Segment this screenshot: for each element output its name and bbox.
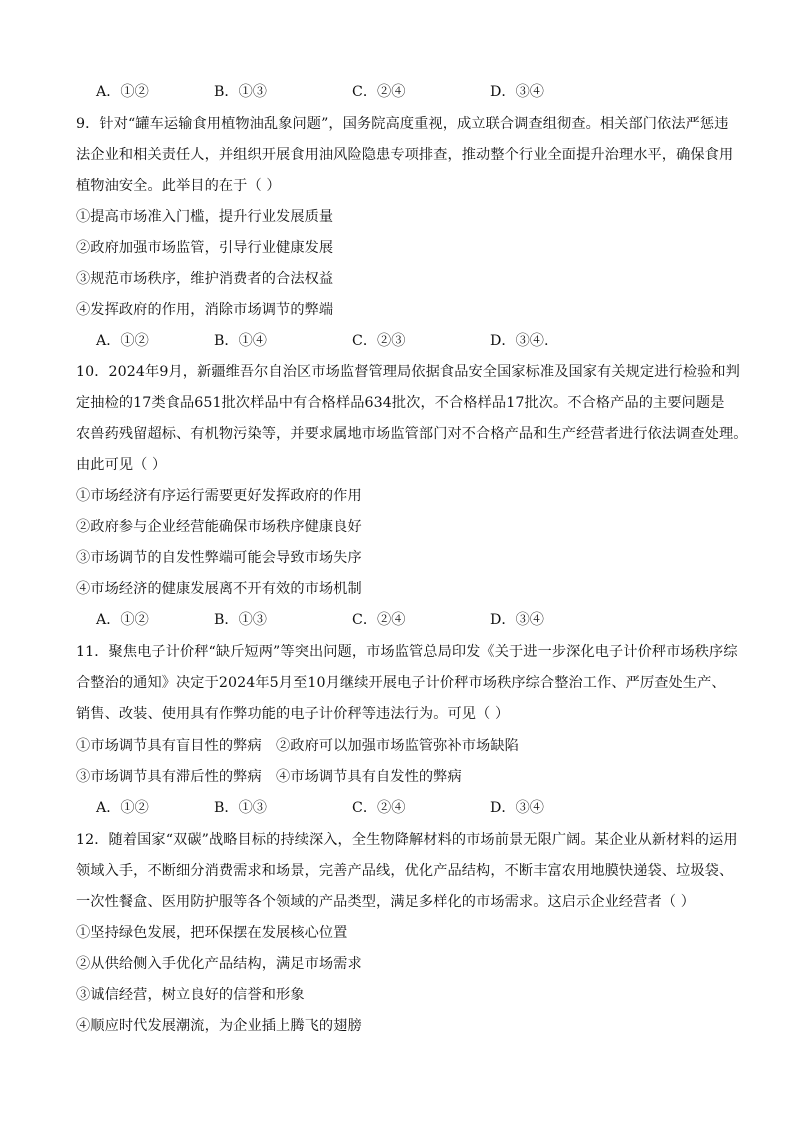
q10-stem-line-1: 10．2024年9月，新疆维吾尔自治区市场监督管理局依据食品安全国家标准及国家有关规定进行检验和判 <box>76 364 740 380</box>
q11-stem-line-3: 销售、改装、使用具有作弊功能的电子计价秤等违法行为。可见（ ） <box>76 706 510 722</box>
q9-option-a[interactable]: A．①② <box>96 333 149 349</box>
q9-option-c[interactable]: C．②③ <box>352 333 406 349</box>
q12-stem-line-3: 一次性餐盒、医用防护服等各个领域的产品类型，满足多样化的市场需求。这启示企业经营者（ ） <box>76 894 695 910</box>
q9-statement-3: ③规范市场秩序，维护消费者的合法权益 <box>76 271 334 287</box>
q9-stem-line-3: 植物油安全。此举目的在于（ ） <box>76 178 281 194</box>
q12-statement-1: ①坚持绿色发展，把环保摆在发展核心位置 <box>76 925 348 941</box>
q10-stem-line-2: 定抽检的17类食品651批次样品中有合格样品634批次，不合格样品17批次。不合格产品的主要问题是 <box>76 395 725 411</box>
q10-statement-1: ①市场经济有序运行需要更好发挥政府的作用 <box>76 488 362 504</box>
q8-option-a[interactable]: A．①② <box>96 84 149 100</box>
q8-option-d[interactable]: D．③④ <box>490 84 544 100</box>
q10-statement-4: ④市场经济的健康发展离不开有效的市场机制 <box>76 581 362 597</box>
q12-statement-2: ②从供给侧入手优化产品结构，满足市场需求 <box>76 956 362 972</box>
q10-option-c[interactable]: C．②④ <box>352 612 406 628</box>
q10-statement-2: ②政府参与企业经营能确保市场秩序健康良好 <box>76 519 362 535</box>
q9-option-b[interactable]: B．①④ <box>214 333 267 349</box>
q11-stem-line-2: 合整治的通知》决定于2024年5月至10月继续开展电子计价秤市场秩序综合整治工作、严厉查处生产、 <box>76 675 726 691</box>
q8-option-b[interactable]: B．①③ <box>214 84 267 100</box>
q11-statement-4: ④市场调节具有自发性的弊病 <box>276 769 462 785</box>
q8-option-c[interactable]: C．②④ <box>352 84 406 100</box>
q11-statement-2: ②政府可以加强市场监管弥补市场缺陷 <box>276 738 519 754</box>
q11-statement-row-1 <box>76 736 726 756</box>
q9-option-d[interactable]: D．③④. <box>490 333 549 349</box>
q9-stem-line-2: 法企业和相关责任人，并组织开展食用油风险隐患专项排查，推动整个行业全面提升治理水平，确保食用 <box>76 147 734 163</box>
q12-statement-4: ④顺应时代发展潮流，为企业插上腾飞的翅膀 <box>76 1018 362 1034</box>
q9-stem-line-1: 9．针对“罐车运输食用植物油乱象问题”，国务院高度重视，成立联合调查组彻查。相关部门依法严惩违 <box>76 116 729 132</box>
q10-stem-line-4: 由此可见（ ） <box>76 457 167 473</box>
q12-stem-line-2: 领域入手，不断细分消费需求和场景，完善产品线，优化产品结构，不断丰富农用地膜快递袋、垃圾袋、 <box>76 863 734 879</box>
q10-stem-line-3: 农兽药残留超标、有机物污染等，并要求属地市场监管部门对不合格产品和生产经营者进行依法调查处理。 <box>76 426 748 442</box>
q11-statement-3: ③市场调节具有滞后性的弊病 <box>76 769 262 785</box>
q11-statement-1: ①市场调节具有盲目性的弊病 <box>76 738 262 754</box>
q9-statement-2: ②政府加强市场监管，引导行业健康发展 <box>76 240 334 256</box>
q10-statement-3: ③市场调节的自发性弊端可能会导致市场失序 <box>76 550 362 566</box>
q12-stem-line-1: 12．随着国家“双碳”战略目标的持续深入，全生物降解材料的市场前景无限广阔。某企业从新材料的运用 <box>76 832 738 848</box>
q11-option-d[interactable]: D．③④ <box>490 800 544 816</box>
q11-option-a[interactable]: A．①② <box>96 800 149 816</box>
q11-option-b[interactable]: B．①③ <box>214 800 267 816</box>
q12-statement-3: ③诚信经营，树立良好的信誉和形象 <box>76 987 305 1003</box>
q11-option-c[interactable]: C．②④ <box>352 800 406 816</box>
q11-statement-row-2 <box>76 767 726 787</box>
q10-option-a[interactable]: A．①② <box>96 612 149 628</box>
q9-statement-4: ④发挥政府的作用，消除市场调节的弊端 <box>76 302 334 318</box>
q11-stem-line-1: 11．聚焦电子计价秤“缺斤短两”等突出问题，市场监管总局印发《关于进一步深化电子计价秤市场秩序综 <box>76 644 738 660</box>
q9-statement-1: ①提高市场准入门槛，提升行业发展质量 <box>76 209 334 225</box>
q10-option-d[interactable]: D．③④ <box>490 612 544 628</box>
q10-option-b[interactable]: B．①③ <box>214 612 267 628</box>
